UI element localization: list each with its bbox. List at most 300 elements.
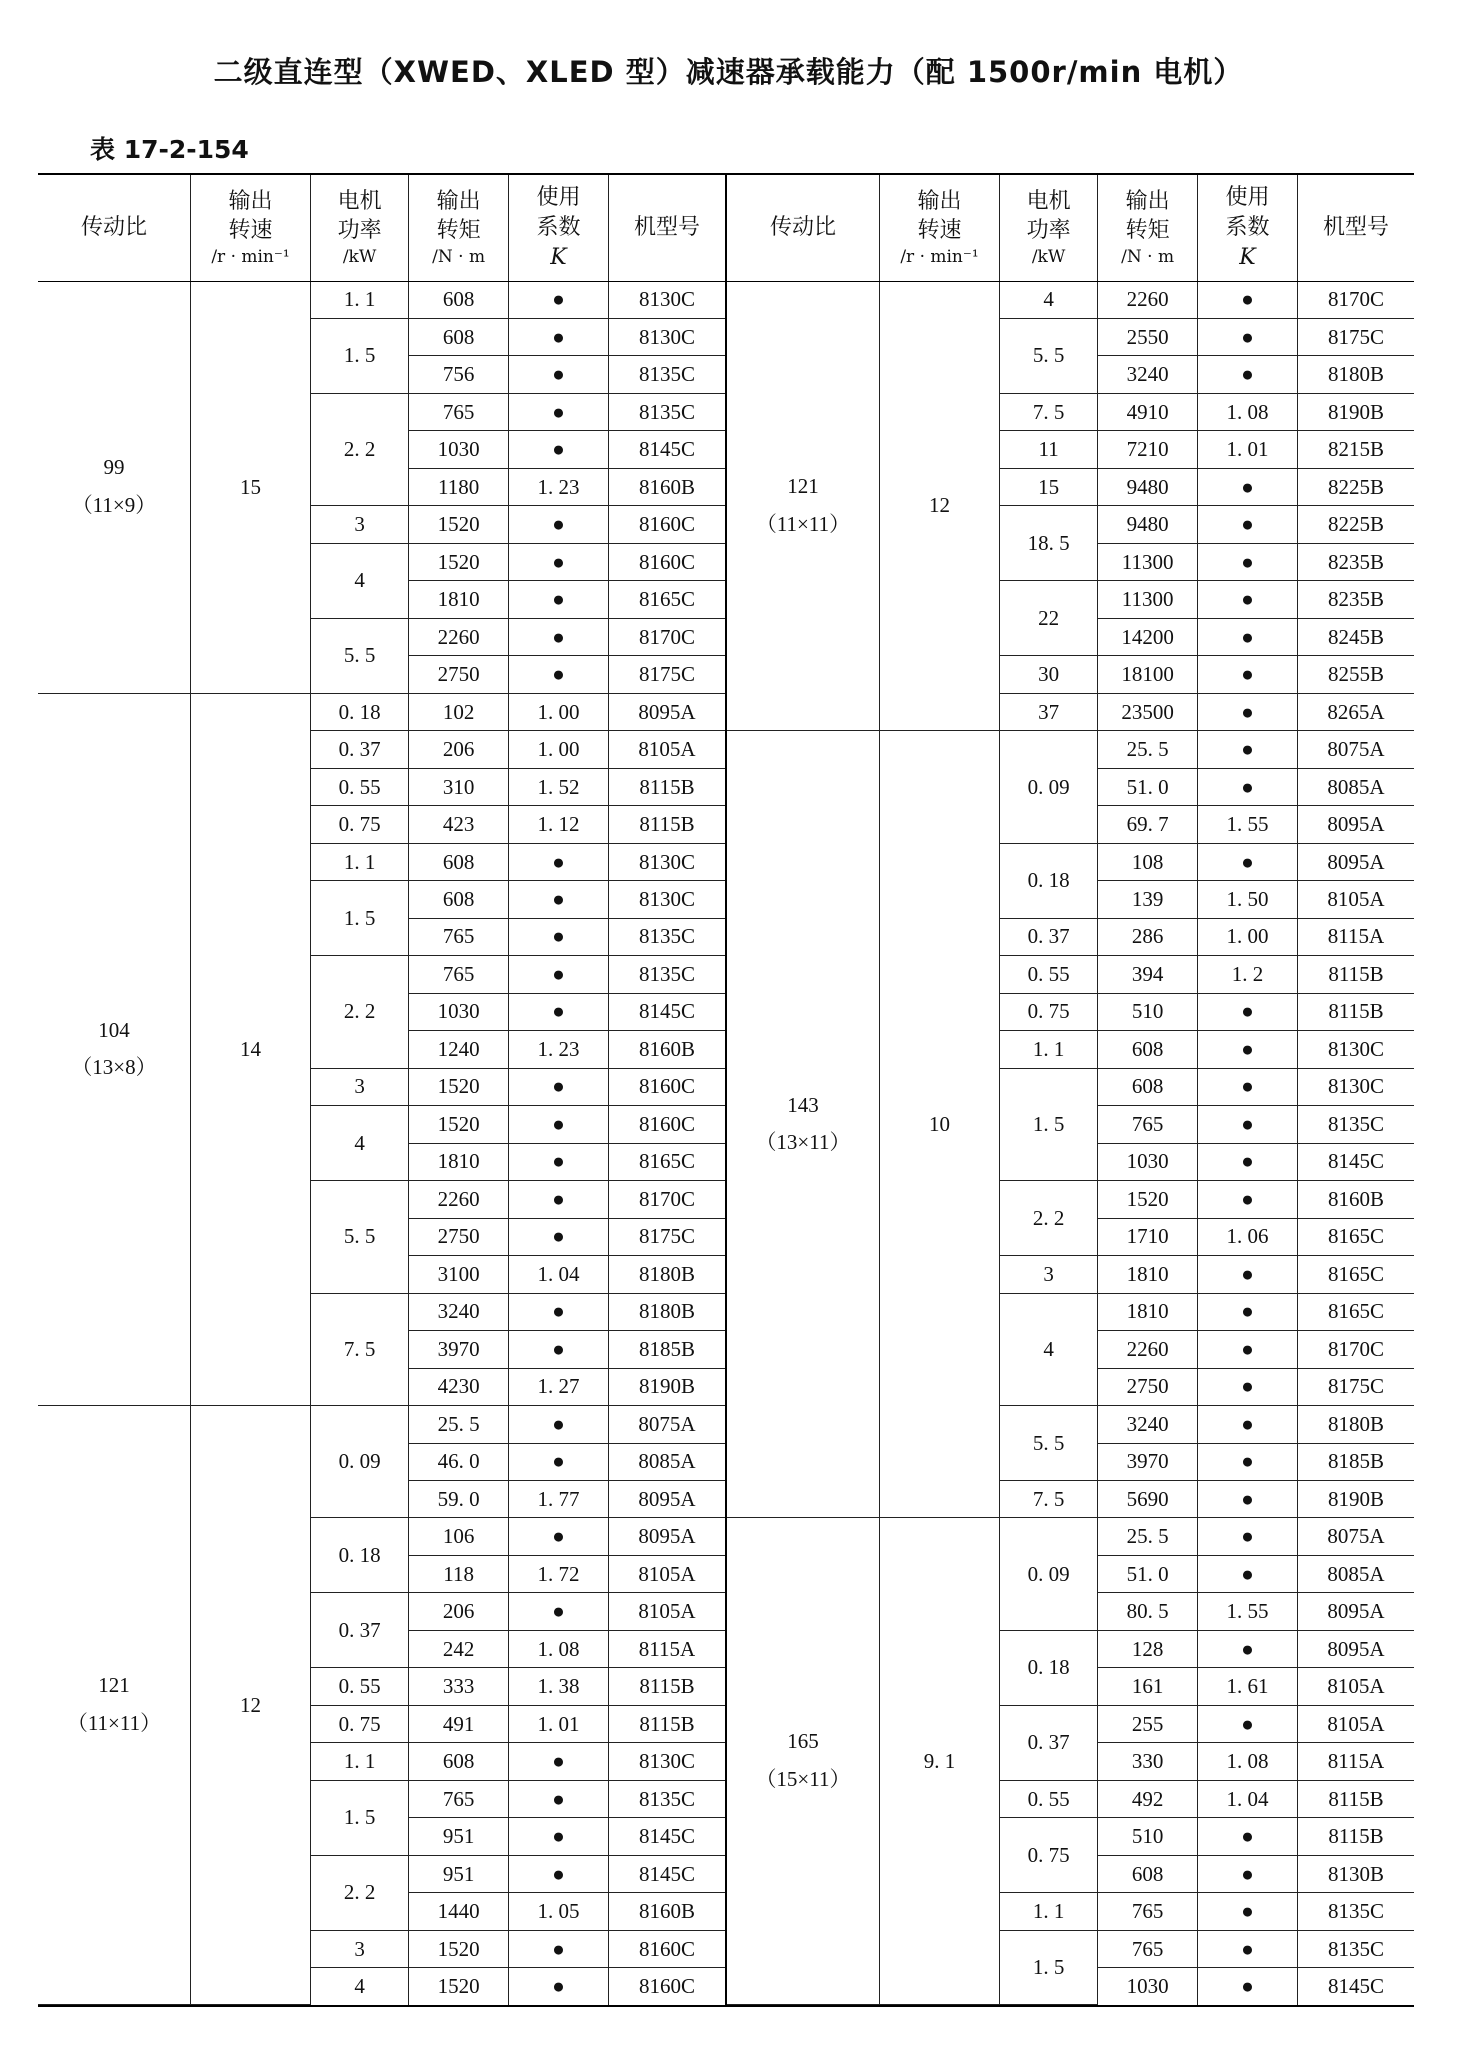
header-row bbox=[727, 175, 1414, 281]
model-cell: 8165C bbox=[1297, 1293, 1414, 1330]
model-cell: 8160C bbox=[608, 1106, 725, 1143]
torque-cell: 51. 0 bbox=[1098, 768, 1198, 805]
torque-cell: 765 bbox=[409, 956, 509, 993]
model-cell: 8130B bbox=[1297, 1855, 1414, 1892]
speed-cell: 12 bbox=[879, 281, 999, 731]
model-cell: 8085A bbox=[608, 1443, 725, 1480]
torque-cell: 1810 bbox=[409, 1143, 509, 1180]
factor-cell: ● bbox=[509, 1780, 609, 1817]
torque-cell: 765 bbox=[1098, 1930, 1198, 1967]
model-cell: 8185B bbox=[608, 1331, 725, 1368]
ratio-cell bbox=[727, 1518, 879, 2005]
model-cell: 8085A bbox=[1297, 1555, 1414, 1592]
header-model: 机型号 bbox=[608, 175, 725, 281]
torque-cell: 3240 bbox=[1098, 1406, 1198, 1443]
model-cell: 8180B bbox=[608, 1256, 725, 1293]
factor-cell: ● bbox=[509, 1143, 609, 1180]
table-row bbox=[38, 693, 725, 730]
model-cell: 8160C bbox=[608, 1068, 725, 1105]
torque-cell: 1520 bbox=[409, 1068, 509, 1105]
factor-cell: ● bbox=[509, 1218, 609, 1255]
torque-cell: 1440 bbox=[409, 1893, 509, 1930]
ratio-cell bbox=[38, 281, 190, 693]
model-cell: 8095A bbox=[1297, 1630, 1414, 1667]
model-cell: 8075A bbox=[1297, 1518, 1414, 1555]
torque-cell: 608 bbox=[409, 1743, 509, 1780]
power-cell: 1. 5 bbox=[1000, 1068, 1098, 1180]
ratio-value: 165 bbox=[787, 1729, 819, 1754]
factor-cell: 1. 2 bbox=[1198, 956, 1298, 993]
model-cell: 8170C bbox=[1297, 281, 1414, 318]
power-cell: 5. 5 bbox=[311, 618, 409, 693]
power-cell: 3 bbox=[1000, 1256, 1098, 1293]
torque-cell: 3970 bbox=[1098, 1443, 1198, 1480]
model-cell: 8265A bbox=[1297, 693, 1414, 730]
torque-cell: 756 bbox=[409, 356, 509, 393]
torque-cell: 2750 bbox=[409, 656, 509, 693]
power-cell: 1. 1 bbox=[311, 1743, 409, 1780]
factor-cell: ● bbox=[509, 843, 609, 880]
model-cell: 8085A bbox=[1297, 768, 1414, 805]
factor-cell: ● bbox=[1198, 1705, 1298, 1742]
torque-cell: 310 bbox=[409, 768, 509, 805]
torque-cell: 423 bbox=[409, 806, 509, 843]
power-cell: 5. 5 bbox=[311, 1181, 409, 1293]
table-right bbox=[727, 175, 1414, 2005]
torque-cell: 206 bbox=[409, 1593, 509, 1630]
factor-cell: 1. 52 bbox=[509, 768, 609, 805]
model-cell: 8130C bbox=[608, 1743, 725, 1780]
model-cell: 8170C bbox=[608, 1181, 725, 1218]
torque-cell: 1520 bbox=[409, 543, 509, 580]
torque-cell: 1180 bbox=[409, 468, 509, 505]
power-cell: 0. 55 bbox=[1000, 1780, 1098, 1817]
torque-cell: 1810 bbox=[1098, 1256, 1198, 1293]
power-cell: 0. 18 bbox=[1000, 1630, 1098, 1705]
factor-cell: ● bbox=[1198, 1031, 1298, 1068]
model-cell: 8095A bbox=[608, 1481, 725, 1518]
torque-cell: 608 bbox=[1098, 1031, 1198, 1068]
power-cell: 1. 1 bbox=[311, 281, 409, 318]
factor-cell: ● bbox=[1198, 1630, 1298, 1667]
model-cell: 8160C bbox=[608, 1930, 725, 1967]
header-row bbox=[38, 175, 725, 281]
model-cell: 8115B bbox=[608, 768, 725, 805]
power-cell: 0. 75 bbox=[311, 806, 409, 843]
torque-cell: 3100 bbox=[409, 1256, 509, 1293]
torque-cell: 765 bbox=[1098, 1893, 1198, 1930]
model-cell: 8130C bbox=[608, 881, 725, 918]
ratio-factors: （13×8） bbox=[71, 1055, 157, 1080]
factor-cell: ● bbox=[1198, 768, 1298, 805]
torque-cell: 51. 0 bbox=[1098, 1555, 1198, 1592]
model-cell: 8105A bbox=[608, 731, 725, 768]
table-body-left bbox=[38, 281, 725, 2005]
torque-cell: 11300 bbox=[1098, 581, 1198, 618]
power-cell: 1. 1 bbox=[311, 843, 409, 880]
factor-cell: ● bbox=[1198, 468, 1298, 505]
model-cell: 8115A bbox=[608, 1630, 725, 1667]
header-ratio: 传动比 bbox=[38, 175, 190, 281]
torque-cell: 765 bbox=[409, 393, 509, 430]
torque-cell: 765 bbox=[409, 1780, 509, 1817]
model-cell: 8095A bbox=[608, 1518, 725, 1555]
torque-cell: 608 bbox=[409, 881, 509, 918]
model-cell: 8190B bbox=[1297, 1481, 1414, 1518]
power-cell: 0. 75 bbox=[1000, 1818, 1098, 1893]
model-cell: 8095A bbox=[1297, 1593, 1414, 1630]
factor-cell: ● bbox=[509, 1930, 609, 1967]
model-cell: 8225B bbox=[1297, 506, 1414, 543]
factor-cell: 1. 72 bbox=[509, 1555, 609, 1592]
torque-cell: 2750 bbox=[1098, 1368, 1198, 1405]
torque-cell: 14200 bbox=[1098, 618, 1198, 655]
power-cell: 0. 37 bbox=[311, 1593, 409, 1668]
header-factor: 使用 系数 K bbox=[1198, 175, 1298, 281]
factor-cell: ● bbox=[1198, 506, 1298, 543]
torque-cell: 608 bbox=[1098, 1068, 1198, 1105]
model-cell: 8135C bbox=[608, 356, 725, 393]
factor-cell: 1. 12 bbox=[509, 806, 609, 843]
torque-cell: 59. 0 bbox=[409, 1481, 509, 1518]
torque-cell: 25. 5 bbox=[1098, 731, 1198, 768]
model-cell: 8145C bbox=[608, 1818, 725, 1855]
torque-cell: 2260 bbox=[1098, 1331, 1198, 1368]
model-cell: 8145C bbox=[608, 993, 725, 1030]
factor-cell: ● bbox=[1198, 1143, 1298, 1180]
factor-cell: ● bbox=[509, 618, 609, 655]
model-cell: 8160B bbox=[608, 468, 725, 505]
factor-cell: ● bbox=[1198, 656, 1298, 693]
power-cell: 5. 5 bbox=[1000, 1406, 1098, 1481]
model-cell: 8180B bbox=[1297, 356, 1414, 393]
torque-cell: 25. 5 bbox=[1098, 1518, 1198, 1555]
model-cell: 8130C bbox=[608, 318, 725, 355]
header-speed: 输出 转速 /r · min⁻¹ bbox=[879, 175, 999, 281]
factor-cell: ● bbox=[509, 356, 609, 393]
ratio-value: 104 bbox=[98, 1017, 130, 1042]
power-cell: 0. 18 bbox=[311, 693, 409, 730]
model-cell: 8180B bbox=[1297, 1406, 1414, 1443]
factor-cell: ● bbox=[509, 1068, 609, 1105]
model-cell: 8105A bbox=[608, 1593, 725, 1630]
torque-cell: 102 bbox=[409, 693, 509, 730]
torque-cell: 11300 bbox=[1098, 543, 1198, 580]
table-row bbox=[38, 281, 725, 318]
model-cell: 8165C bbox=[1297, 1256, 1414, 1293]
table-row bbox=[727, 1518, 1414, 1555]
power-cell: 4 bbox=[1000, 281, 1098, 318]
torque-cell: 1030 bbox=[409, 431, 509, 468]
model-cell: 8190B bbox=[608, 1368, 725, 1405]
torque-cell: 608 bbox=[1098, 1855, 1198, 1892]
factor-cell: ● bbox=[1198, 1293, 1298, 1330]
torque-cell: 1810 bbox=[1098, 1293, 1198, 1330]
power-cell: 37 bbox=[1000, 693, 1098, 730]
power-cell: 2. 2 bbox=[311, 956, 409, 1068]
factor-cell: ● bbox=[1198, 1406, 1298, 1443]
factor-cell: ● bbox=[1198, 581, 1298, 618]
model-cell: 8105A bbox=[1297, 1668, 1414, 1705]
ratio-factors: （13×11） bbox=[755, 1130, 851, 1155]
power-cell: 30 bbox=[1000, 656, 1098, 693]
speed-cell: 12 bbox=[190, 1406, 310, 2005]
power-cell: 3 bbox=[311, 1068, 409, 1105]
factor-cell: ● bbox=[1198, 731, 1298, 768]
torque-cell: 1520 bbox=[409, 1930, 509, 1967]
factor-cell: ● bbox=[1198, 1893, 1298, 1930]
factor-cell: 1. 06 bbox=[1198, 1218, 1298, 1255]
factor-cell: ● bbox=[509, 1181, 609, 1218]
factor-cell: 1. 27 bbox=[509, 1368, 609, 1405]
torque-cell: 118 bbox=[409, 1555, 509, 1592]
factor-cell: ● bbox=[509, 393, 609, 430]
power-cell: 0. 18 bbox=[1000, 843, 1098, 918]
factor-cell: 1. 05 bbox=[509, 1893, 609, 1930]
torque-cell: 765 bbox=[1098, 1106, 1198, 1143]
factor-cell: ● bbox=[509, 956, 609, 993]
model-cell: 8135C bbox=[608, 956, 725, 993]
model-cell: 8225B bbox=[1297, 468, 1414, 505]
factor-cell: 1. 50 bbox=[1198, 881, 1298, 918]
torque-cell: 1520 bbox=[409, 1106, 509, 1143]
torque-cell: 4230 bbox=[409, 1368, 509, 1405]
torque-cell: 491 bbox=[409, 1705, 509, 1742]
torque-cell: 80. 5 bbox=[1098, 1593, 1198, 1630]
model-cell: 8115B bbox=[608, 1668, 725, 1705]
torque-cell: 1710 bbox=[1098, 1218, 1198, 1255]
factor-cell: ● bbox=[1198, 1518, 1298, 1555]
power-cell: 2. 2 bbox=[1000, 1181, 1098, 1256]
table-left bbox=[38, 175, 725, 2005]
factor-cell: ● bbox=[509, 1106, 609, 1143]
model-cell: 8115A bbox=[1297, 1743, 1414, 1780]
factor-cell: ● bbox=[1198, 1181, 1298, 1218]
model-cell: 8115B bbox=[608, 806, 725, 843]
ratio-factors: （11×11） bbox=[66, 1711, 162, 1736]
model-cell: 8095A bbox=[1297, 843, 1414, 880]
model-cell: 8095A bbox=[1297, 806, 1414, 843]
torque-cell: 608 bbox=[409, 318, 509, 355]
header-model: 机型号 bbox=[1297, 175, 1414, 281]
power-cell: 1. 1 bbox=[1000, 1893, 1098, 1930]
factor-cell: ● bbox=[509, 1443, 609, 1480]
torque-cell: 23500 bbox=[1098, 693, 1198, 730]
factor-cell: ● bbox=[1198, 1106, 1298, 1143]
factor-cell: ● bbox=[1198, 618, 1298, 655]
factor-cell: 1. 00 bbox=[509, 731, 609, 768]
model-cell: 8145C bbox=[608, 431, 725, 468]
power-cell: 1. 5 bbox=[311, 881, 409, 956]
power-cell: 0. 09 bbox=[311, 1406, 409, 1518]
torque-cell: 3970 bbox=[409, 1331, 509, 1368]
factor-cell: ● bbox=[509, 543, 609, 580]
load-capacity-table bbox=[38, 173, 1414, 2007]
factor-cell: 1. 23 bbox=[509, 1031, 609, 1068]
factor-cell: 1. 38 bbox=[509, 1668, 609, 1705]
model-cell: 8245B bbox=[1297, 618, 1414, 655]
torque-cell: 2260 bbox=[409, 1181, 509, 1218]
factor-cell: ● bbox=[1198, 1481, 1298, 1518]
model-cell: 8115B bbox=[1297, 956, 1414, 993]
power-cell: 0. 09 bbox=[1000, 731, 1098, 843]
ratio-cell bbox=[727, 731, 879, 1518]
model-cell: 8135C bbox=[608, 393, 725, 430]
model-cell: 8115B bbox=[608, 1705, 725, 1742]
factor-cell: ● bbox=[1198, 1818, 1298, 1855]
model-cell: 8135C bbox=[608, 918, 725, 955]
power-cell: 15 bbox=[1000, 468, 1098, 505]
model-cell: 8115A bbox=[1297, 918, 1414, 955]
torque-cell: 9480 bbox=[1098, 468, 1198, 505]
factor-cell: ● bbox=[509, 656, 609, 693]
factor-cell: 1. 00 bbox=[509, 693, 609, 730]
torque-cell: 255 bbox=[1098, 1705, 1198, 1742]
factor-cell: 1. 01 bbox=[1198, 431, 1298, 468]
torque-cell: 9480 bbox=[1098, 506, 1198, 543]
header-power: 电机 功率 /kW bbox=[1000, 175, 1098, 281]
power-cell: 0. 37 bbox=[311, 731, 409, 768]
model-cell: 8175C bbox=[608, 1218, 725, 1255]
header-torque: 输出 转矩 /N · m bbox=[1098, 175, 1198, 281]
power-cell: 0. 55 bbox=[1000, 956, 1098, 993]
power-cell: 0. 37 bbox=[1000, 918, 1098, 955]
factor-cell: 1. 23 bbox=[509, 468, 609, 505]
torque-cell: 1240 bbox=[409, 1031, 509, 1068]
power-cell: 0. 75 bbox=[311, 1705, 409, 1742]
ratio-factors: （15×11） bbox=[755, 1767, 851, 1792]
model-cell: 8115B bbox=[1297, 993, 1414, 1030]
factor-cell: ● bbox=[1198, 1930, 1298, 1967]
power-cell: 0. 55 bbox=[311, 1668, 409, 1705]
torque-cell: 394 bbox=[1098, 956, 1198, 993]
factor-cell: ● bbox=[509, 1743, 609, 1780]
factor-cell: ● bbox=[1198, 993, 1298, 1030]
factor-cell: ● bbox=[1198, 318, 1298, 355]
model-cell: 8165C bbox=[608, 581, 725, 618]
factor-cell: 1. 55 bbox=[1198, 806, 1298, 843]
factor-cell: ● bbox=[1198, 1555, 1298, 1592]
model-cell: 8175C bbox=[1297, 318, 1414, 355]
torque-cell: 1030 bbox=[1098, 1968, 1198, 2005]
model-cell: 8170C bbox=[1297, 1331, 1414, 1368]
model-cell: 8130C bbox=[1297, 1068, 1414, 1105]
model-cell: 8175C bbox=[608, 656, 725, 693]
factor-cell: ● bbox=[1198, 1855, 1298, 1892]
factor-cell: ● bbox=[509, 1331, 609, 1368]
model-cell: 8105A bbox=[608, 1555, 725, 1592]
factor-cell: ● bbox=[1198, 281, 1298, 318]
model-cell: 8115B bbox=[1297, 1818, 1414, 1855]
torque-cell: 139 bbox=[1098, 881, 1198, 918]
torque-cell: 2750 bbox=[409, 1218, 509, 1255]
factor-cell: ● bbox=[509, 918, 609, 955]
model-cell: 8105A bbox=[1297, 881, 1414, 918]
factor-cell: ● bbox=[1198, 543, 1298, 580]
model-cell: 8180B bbox=[608, 1293, 725, 1330]
power-cell: 22 bbox=[1000, 581, 1098, 656]
torque-cell: 1810 bbox=[409, 581, 509, 618]
model-cell: 8185B bbox=[1297, 1443, 1414, 1480]
factor-cell: ● bbox=[1198, 356, 1298, 393]
torque-cell: 46. 0 bbox=[409, 1443, 509, 1480]
torque-cell: 242 bbox=[409, 1630, 509, 1667]
torque-cell: 951 bbox=[409, 1855, 509, 1892]
torque-cell: 510 bbox=[1098, 1818, 1198, 1855]
model-cell: 8135C bbox=[1297, 1106, 1414, 1143]
torque-cell: 492 bbox=[1098, 1780, 1198, 1817]
torque-cell: 2550 bbox=[1098, 318, 1198, 355]
speed-cell: 15 bbox=[190, 281, 310, 693]
factor-cell: ● bbox=[509, 506, 609, 543]
power-cell: 0. 37 bbox=[1000, 1705, 1098, 1780]
model-cell: 8235B bbox=[1297, 543, 1414, 580]
model-cell: 8255B bbox=[1297, 656, 1414, 693]
torque-cell: 25. 5 bbox=[409, 1406, 509, 1443]
torque-cell: 1520 bbox=[1098, 1181, 1198, 1218]
factor-cell: ● bbox=[1198, 693, 1298, 730]
table-right-half bbox=[727, 175, 1414, 2005]
table-number: 表 17-2-154 bbox=[90, 135, 249, 164]
torque-cell: 3240 bbox=[1098, 356, 1198, 393]
torque-cell: 7210 bbox=[1098, 431, 1198, 468]
model-cell: 8165C bbox=[1297, 1218, 1414, 1255]
factor-cell: 1. 08 bbox=[1198, 393, 1298, 430]
power-cell: 1. 5 bbox=[1000, 1930, 1098, 2004]
factor-cell: ● bbox=[509, 1406, 609, 1443]
speed-cell: 10 bbox=[879, 731, 999, 1518]
factor-cell: ● bbox=[509, 318, 609, 355]
torque-cell: 18100 bbox=[1098, 656, 1198, 693]
header-torque: 输出 转矩 /N · m bbox=[409, 175, 509, 281]
torque-cell: 510 bbox=[1098, 993, 1198, 1030]
power-cell: 4 bbox=[311, 1106, 409, 1181]
model-cell: 8095A bbox=[608, 693, 725, 730]
model-cell: 8175C bbox=[1297, 1368, 1414, 1405]
ratio-factors: （11×11） bbox=[755, 511, 851, 536]
torque-cell: 108 bbox=[1098, 843, 1198, 880]
power-cell: 4 bbox=[1000, 1293, 1098, 1405]
model-cell: 8075A bbox=[1297, 731, 1414, 768]
factor-cell: ● bbox=[1198, 1256, 1298, 1293]
model-cell: 8160B bbox=[608, 1893, 725, 1930]
header-ratio: 传动比 bbox=[727, 175, 879, 281]
power-cell: 1. 5 bbox=[311, 318, 409, 393]
model-cell: 8215B bbox=[1297, 431, 1414, 468]
model-cell: 8170C bbox=[608, 618, 725, 655]
model-cell: 8130C bbox=[1297, 1031, 1414, 1068]
torque-cell: 608 bbox=[409, 843, 509, 880]
table-row bbox=[38, 1406, 725, 1443]
power-cell: 0. 18 bbox=[311, 1518, 409, 1593]
power-cell: 18. 5 bbox=[1000, 506, 1098, 581]
power-cell: 4 bbox=[311, 1968, 409, 2005]
model-cell: 8075A bbox=[608, 1406, 725, 1443]
ratio-value: 121 bbox=[787, 474, 819, 499]
model-cell: 8105A bbox=[1297, 1705, 1414, 1742]
model-cell: 8135C bbox=[1297, 1930, 1414, 1967]
factor-cell: 1. 04 bbox=[509, 1256, 609, 1293]
model-cell: 8145C bbox=[1297, 1968, 1414, 2005]
model-cell: 8135C bbox=[1297, 1893, 1414, 1930]
factor-cell: ● bbox=[509, 1293, 609, 1330]
factor-cell: 1. 00 bbox=[1198, 918, 1298, 955]
table-body-right bbox=[727, 281, 1414, 2005]
model-cell: 8160B bbox=[608, 1031, 725, 1068]
factor-cell: ● bbox=[1198, 1368, 1298, 1405]
factor-cell: ● bbox=[1198, 843, 1298, 880]
power-cell: 4 bbox=[311, 543, 409, 618]
